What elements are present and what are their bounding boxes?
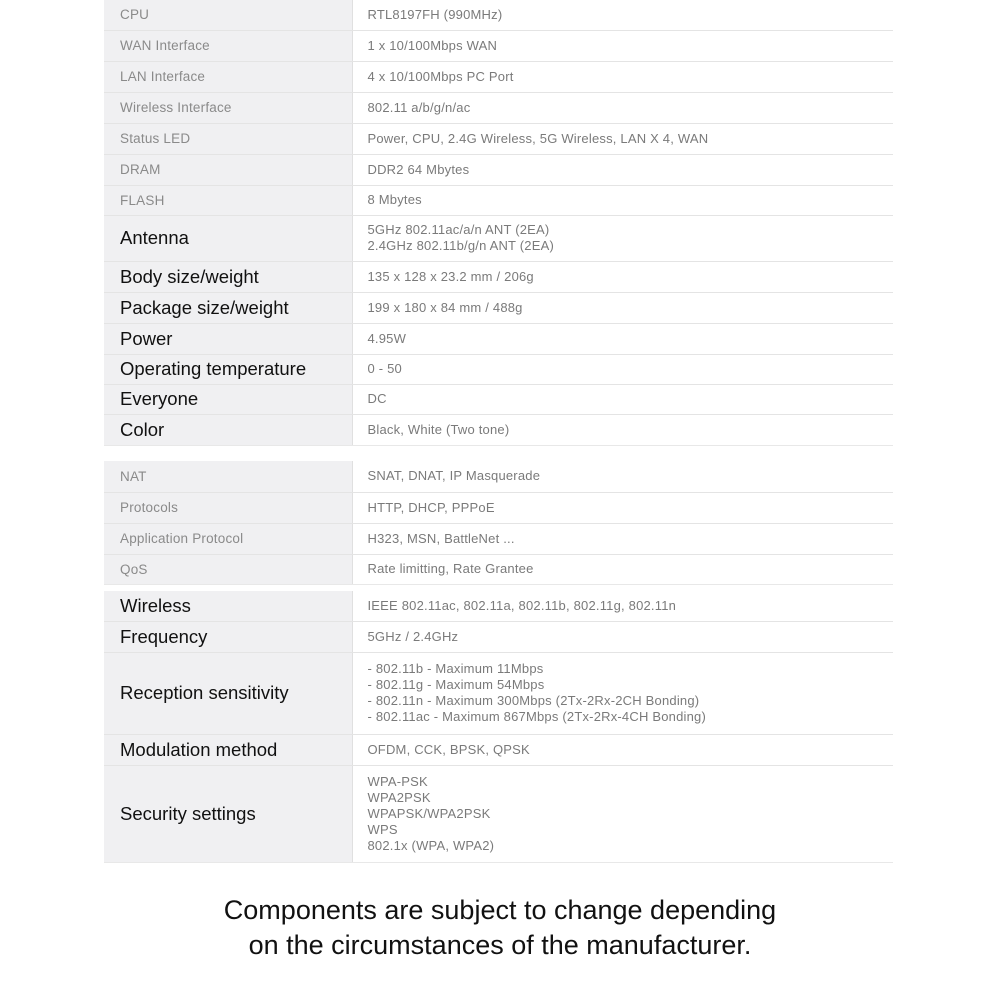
spec-row xyxy=(104,523,893,554)
spec-label: Protocols xyxy=(104,492,352,523)
spec-value: WPA-PSK WPA2PSK WPAPSK/WPA2PSK WPS 802.1x (WPA, WPA2) xyxy=(352,765,893,862)
spec-label: Color xyxy=(104,414,352,445)
spec-row xyxy=(104,30,893,61)
spec-value: 5GHz / 2.4GHz xyxy=(352,621,893,652)
spec-row xyxy=(104,0,893,30)
spec-label: Frequency xyxy=(104,621,352,652)
spec-label: FLASH xyxy=(104,185,352,215)
hardware-spec-table xyxy=(104,0,893,446)
spec-row xyxy=(104,292,893,323)
spec-value: - 802.11b - Maximum 11Mbps - 802.11g - Maximum 54Mbps - 802.11n - Maximum 300Mbps (2Tx-2Rx-2CH Bonding) - 802.11ac - Maximum 867Mbps (2Tx-2Rx-4CH Bonding) xyxy=(352,652,893,734)
spec-row xyxy=(104,765,893,862)
spec-label: Status LED xyxy=(104,123,352,154)
spec-label: CPU xyxy=(104,0,352,30)
spec-row xyxy=(104,354,893,384)
spec-value: 0 - 50 xyxy=(352,354,893,384)
spec-label: Everyone xyxy=(104,384,352,414)
spec-label: Body size/weight xyxy=(104,261,352,292)
spec-row xyxy=(104,461,893,492)
spec-value: 135 x 128 x 23.2 mm / 206g xyxy=(352,261,893,292)
spec-label: Wireless Interface xyxy=(104,92,352,123)
spec-label: Power xyxy=(104,323,352,354)
spec-row xyxy=(104,734,893,765)
spec-label: Application Protocol xyxy=(104,523,352,554)
spec-label: Modulation method xyxy=(104,734,352,765)
spec-value: H323, MSN, BattleNet ... xyxy=(352,523,893,554)
spec-value: OFDM, CCK, BPSK, QPSK xyxy=(352,734,893,765)
spec-value: 802.11 a/b/g/n/ac xyxy=(352,92,893,123)
network-spec-table xyxy=(104,461,893,585)
spec-label: Wireless xyxy=(104,591,352,621)
spec-value: HTTP, DHCP, PPPoE xyxy=(352,492,893,523)
spec-row xyxy=(104,384,893,414)
spec-label: Operating temperature xyxy=(104,354,352,384)
spec-value: Rate limitting, Rate Grantee xyxy=(352,554,893,584)
wireless-spec-table xyxy=(104,591,893,863)
spec-row xyxy=(104,621,893,652)
spec-label: LAN Interface xyxy=(104,61,352,92)
spec-row xyxy=(104,154,893,185)
spec-row xyxy=(104,123,893,154)
spec-row xyxy=(104,261,893,292)
spec-label: Reception sensitivity xyxy=(104,652,352,734)
spec-label: QoS xyxy=(104,554,352,584)
spec-row xyxy=(104,215,893,261)
spec-label: Antenna xyxy=(104,215,352,261)
spec-label: Security settings xyxy=(104,765,352,862)
spec-label: Package size/weight xyxy=(104,292,352,323)
spec-value: 1 x 10/100Mbps WAN xyxy=(352,30,893,61)
spec-row xyxy=(104,591,893,621)
spec-value: 5GHz 802.11ac/a/n ANT (2EA) 2.4GHz 802.11b/g/n ANT (2EA) xyxy=(352,215,893,261)
spec-value: 4.95W xyxy=(352,323,893,354)
spec-row xyxy=(104,92,893,123)
disclaimer-note: Components are subject to change depending on the circumstances of the manufacturer. xyxy=(223,895,777,960)
spec-value: DDR2 64 Mbytes xyxy=(352,154,893,185)
spec-value: 8 Mbytes xyxy=(352,185,893,215)
spec-value: SNAT, DNAT, IP Masquerade xyxy=(352,461,893,492)
spec-row xyxy=(104,185,893,215)
spec-row xyxy=(104,414,893,445)
spec-value: DC xyxy=(352,384,893,414)
spec-row xyxy=(104,61,893,92)
spec-label: WAN Interface xyxy=(104,30,352,61)
spec-row xyxy=(104,652,893,734)
spec-row xyxy=(104,554,893,584)
spec-value: RTL8197FH (990MHz) xyxy=(352,0,893,30)
spec-label: NAT xyxy=(104,461,352,492)
spec-label: DRAM xyxy=(104,154,352,185)
spec-value: 4 x 10/100Mbps PC Port xyxy=(352,61,893,92)
spec-value: 199 x 180 x 84 mm / 488g xyxy=(352,292,893,323)
spec-value: IEEE 802.11ac, 802.11a, 802.11b, 802.11g, 802.11n xyxy=(352,591,893,621)
spec-row xyxy=(104,323,893,354)
spec-value: Power, CPU, 2.4G Wireless, 5G Wireless, LAN X 4, WAN xyxy=(352,123,893,154)
spec-row xyxy=(104,492,893,523)
spec-value: Black, White (Two tone) xyxy=(352,414,893,445)
